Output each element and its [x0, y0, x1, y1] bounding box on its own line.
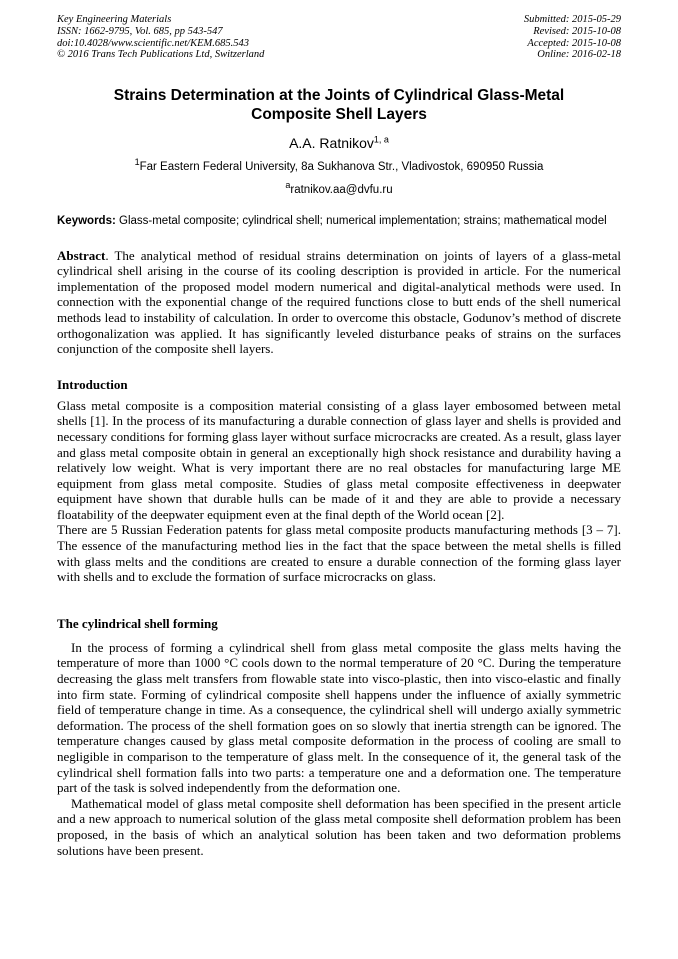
- journal-doi: doi:10.4028/www.scientific.net/KEM.685.543: [57, 37, 249, 49]
- abstract-label: Abstract: [57, 247, 106, 263]
- shell-forming-paragraph-1: In the process of forming a cylindrical shell from glass metal composite the glass melts having the temperature of more than 1000 °C cools down to the normal temperature of 20 °C. During the temperature decreasing the glass melt transfers from flowable state into visco-plastic, then into visco-elastic and finally into firm state. Forming of cylindrical composite shell happens under the influence of axially symmetric field of temperature change in time. As a consequence, the cylindrical shell will undergo axially symmetric deformation. The process of the shell formation goes on so slowly that inertia strength can be ignored. The temperature changes caused by glass metal composite deformation in the process of cooling are small to negligible in comparison to the temperature of glass melt. In the consequence of it, the general task of the cylindrical shell formation falls into two parts: a temperature one and a deformation one. The temperature part of the task is solved independently from the deformation one.: [57, 639, 621, 796]
- introduction-paragraph-1: Glass metal composite is a composition material consisting of a glass layer embosomed between metal shells [1]. In the process of its manufacturing a durable connection of glass layer and shells is provided and necessary conditions for forming glass layer without surface microcracks are created. As a result, glass layer and glass metal composite obtain in general an exceptionally high shock resistance and durability having a relatively low weight. What is very important there are no real obstacles for manufacturing large ME equipment from glass metal composite. Studies of glass metal composite effectiveness in deepwater equipment have shown that durable hulls can be made of it and they are able to provide a necessary floatability of the deepwater equipment even at the final depth of the World ocean [2].: [57, 397, 621, 522]
- affiliation-line: [57, 156, 621, 173]
- journal-title: Key Engineering Materials: [57, 14, 172, 25]
- journal-copyright: © 2016 Trans Tech Publications Ltd, Switzerland: [57, 49, 265, 61]
- paper-title-line-2: Composite Shell Layers: [251, 106, 427, 124]
- author-line: [57, 135, 621, 151]
- dates-block: [524, 14, 621, 61]
- affiliation-text: Far Eastern Federal University, 8a Sukhanova Str., Vladivostok, 690950 Russia: [139, 160, 544, 173]
- author-superscript: 1, a: [373, 133, 389, 144]
- email-superscript: a: [285, 179, 291, 190]
- journal-info-block: [57, 14, 264, 61]
- online-date: Online: 2016-02-18: [537, 49, 621, 61]
- keywords-text: Glass-metal composite; cylindrical shell; numerical implementation; strains; mathematical model: [119, 214, 607, 227]
- keywords-paragraph: [57, 214, 621, 229]
- revised-date: Revised: 2015-10-08: [533, 25, 621, 37]
- paper-title: [57, 86, 621, 124]
- paper-title-line-1: Strains Determination at the Joints of Cylindrical Glass-Metal: [113, 87, 565, 105]
- section-heading-introduction: Introduction: [57, 376, 128, 392]
- journal-header: [57, 14, 621, 61]
- introduction-paragraph-2: There are 5 Russian Federation patents for glass metal composite products manufacturing methods [3 – 7]. The essence of the manufacturing method lies in the fact that the space between the metal shells is filled with glass melts and the conditions are created to ensure a durable connection of the forming glass layer with shells and to exclude the formation of surface microcracks on glass.: [57, 522, 621, 585]
- journal-issn-volume: ISSN: 1662-9795, Vol. 685, pp 543-547: [57, 25, 223, 37]
- section-heading-shell-forming: The cylindrical shell forming: [57, 615, 218, 631]
- accepted-date: Accepted: 2015-10-08: [527, 37, 621, 49]
- email-text: ratnikov.aa@dvfu.ru: [290, 183, 393, 196]
- author-name: A.A. Ratnikov: [289, 134, 374, 151]
- email-line: [57, 179, 621, 196]
- keywords-label: Keywords:: [57, 214, 116, 227]
- affiliation-superscript: 1: [134, 156, 140, 167]
- shell-forming-paragraph-2: Mathematical model of glass metal composite shell deformation has been specified in the present article and a new approach to numerical solution of the glass metal composite shell deformation problem has been proposed, in the basis of which an analytical solution has been taken and two deformation problems solutions have been present.: [57, 795, 621, 858]
- abstract-paragraph: [57, 248, 621, 357]
- abstract-text: . The analytical method of residual strains determination on joints of layers of a glass-metal cylindrical shell arising in the course of its cooling description is provided in article. For the numerical implementation of the proposed model modern numerical and digital-analytical methods were used. In connection with the exponential change of the required functions close to butt ends of the shell numerical methods lead to instability of calculation. In order to overcome this obstacle, Godunov’s method of discrete orthogonalization was applied. It has significantly leveled disturbance peaks of strains on the surfaces conjunction of the composite shell layers.: [57, 247, 621, 357]
- submitted-date: Submitted: 2015-05-29: [523, 14, 621, 25]
